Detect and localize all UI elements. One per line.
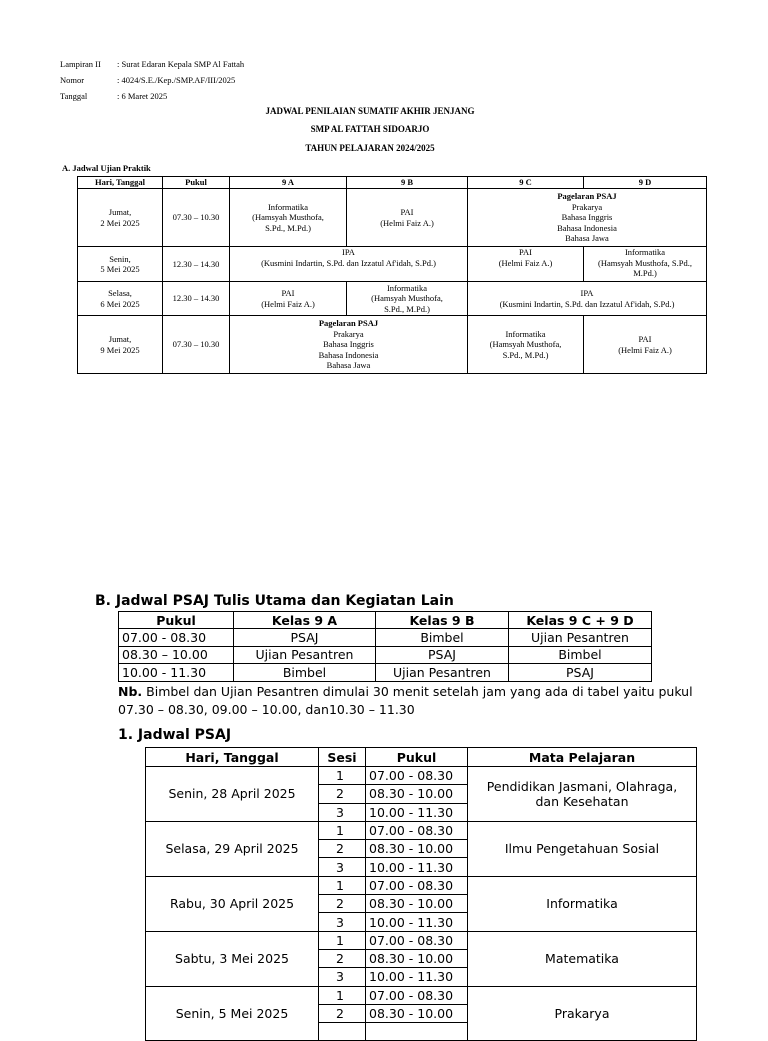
session-cell: 2 [319,840,366,858]
column-header: Kelas 9 B [376,612,509,629]
activity-cell: PSAJ [509,664,652,682]
activity-cell: PSAJ [376,646,509,664]
activity-cell: Ujian Pesantren [376,664,509,682]
column-header: Pukul [163,177,230,189]
table-row [78,189,707,247]
exam-cell: PAI (Helmi Faiz A.) [347,189,468,247]
time-cell: 08.30 - 10.00 [366,895,468,913]
session-cell: 2 [319,895,366,913]
exam-cell: PAI (Helmi Faiz A.) [230,282,347,316]
time-cell: 12.30 – 14.30 [163,247,230,282]
table-row [119,629,652,647]
exam-cell: IPA (Kusmini Indartin, S.Pd. dan Izzatul Af'idah, S.Pd.) [230,247,468,282]
table-row [119,664,652,682]
column-header: 9 C [468,177,584,189]
day-cell: Jumat, 9 Mei 2025 [78,316,163,374]
header-value: : 4024/S.E./Kep./SMP.AF/III/2025 [117,75,236,85]
session-cell: 1 [319,931,366,949]
column-header: Kelas 9 C + 9 D [509,612,652,629]
exam-cell: Informatika (Hamsyah Musthofa, S.Pd., M.Pd.) [584,247,707,282]
time-cell: 10.00 - 11.30 [366,803,468,821]
column-header: Pukul [366,748,468,767]
column-header: Mata Pelajaran [468,748,697,767]
practical-exam-table [77,176,707,374]
time-cell: 08.30 - 10.00 [366,840,468,858]
day-cell: Selasa, 6 Mei 2025 [78,282,163,316]
table-row [146,821,697,839]
subject-cell: Matematika [468,931,697,986]
psaj-heading: 1. Jadwal PSAJ [118,727,232,743]
session-cell: 2 [319,949,366,967]
header-label: Nomor [60,75,85,85]
session-cell: 3 [319,968,366,986]
table-row [78,316,707,374]
note-label: Nb. [118,684,143,699]
subject-cell: Prakarya [468,986,697,1041]
section-a-heading: A. Jadwal Ujian Praktik [62,163,151,173]
time-cell: 10.00 - 11.30 [366,913,468,931]
subject-cell: Ilmu Pengetahuan Sosial [468,821,697,876]
psaj-schedule-table [145,747,697,1041]
session-cell: 3 [319,803,366,821]
exam-cell: PAI (Helmi Faiz A.) [584,316,707,374]
header-label: Lampiran II [60,59,101,69]
activity-cell: Ujian Pesantren [234,646,376,664]
day-cell: Jumat, 2 Mei 2025 [78,189,163,247]
session-cell: 1 [319,986,366,1004]
exam-cell: Informatika (Hamsyah Musthofa, S.Pd., M.Pd.) [230,189,347,247]
table-row [146,767,697,785]
document-title: JADWAL PENILAIAN SUMATIF AKHIR JENJANG [265,106,475,116]
session-cell [319,1023,366,1041]
activity-cell: PSAJ [234,629,376,647]
table-header-row [78,177,707,189]
column-header: Hari, Tanggal [146,748,319,767]
time-cell: 08.30 - 10.00 [366,785,468,803]
time-cell: 07.30 – 10.30 [163,316,230,374]
session-cell: 2 [319,785,366,803]
header-value: : Surat Edaran Kepala SMP Al Fattah [117,59,245,69]
column-header: 9 A [230,177,347,189]
time-cell: 07.00 - 08.30 [366,931,468,949]
section-b-heading: B. Jadwal PSAJ Tulis Utama dan Kegiatan Lain [95,593,454,609]
column-header: Hari, Tanggal [78,177,163,189]
written-exam-table [118,611,652,682]
table-header-row [146,748,697,767]
time-cell [366,1023,468,1041]
column-header: 9 D [584,177,707,189]
day-cell: Senin, 5 Mei 2025 [78,247,163,282]
time-cell: 07.00 - 08.30 [366,876,468,894]
date-cell: Senin, 5 Mei 2025 [146,986,319,1041]
exam-cell: Pagelaran PSAJ Prakarya Bahasa Inggris Bahasa Indonesia Bahasa Jawa [230,316,468,374]
schedule-note [118,683,693,719]
exam-cell: Informatika (Hamsyah Musthofa, S.Pd., M.Pd.) [347,282,468,316]
header-value: : 6 Maret 2025 [117,91,168,101]
session-cell: 1 [319,767,366,785]
column-header: Sesi [319,748,366,767]
letter-header [60,56,460,106]
table-header-row [119,612,652,629]
session-cell: 1 [319,876,366,894]
time-cell: 10.00 - 11.30 [366,858,468,876]
time-cell: 10.00 - 11.30 [119,664,234,682]
column-header: Pukul [119,612,234,629]
time-cell: 08.30 - 10.00 [366,949,468,967]
subject-cell: Informatika [468,876,697,931]
session-cell: 3 [319,858,366,876]
session-cell: 2 [319,1004,366,1022]
table-row [146,986,697,1004]
table-row [78,282,707,316]
time-cell: 10.00 - 11.30 [366,968,468,986]
exam-cell: Informatika (Hamsyah Musthofa, S.Pd., M.Pd.) [468,316,584,374]
academic-year: TAHUN PELAJARAN 2024/2025 [305,143,435,153]
session-cell: 3 [319,913,366,931]
time-cell: 07.00 - 08.30 [366,986,468,1004]
activity-cell: Bimbel [509,646,652,664]
activity-cell: Bimbel [234,664,376,682]
time-cell: 12.30 – 14.30 [163,282,230,316]
time-cell: 08.30 - 10.00 [366,1004,468,1022]
table-row [146,876,697,894]
date-cell: Sabtu, 3 Mei 2025 [146,931,319,986]
table-row [78,247,707,282]
time-cell: 07.00 - 08.30 [119,629,234,647]
date-cell: Senin, 28 April 2025 [146,767,319,822]
session-cell: 1 [319,821,366,839]
subject-cell: Pendidikan Jasmani, Olahraga, dan Kesehatan [468,767,697,822]
date-cell: Selasa, 29 April 2025 [146,821,319,876]
activity-cell: Bimbel [376,629,509,647]
time-cell: 07.00 - 08.30 [366,821,468,839]
table-row [119,646,652,664]
header-label: Tanggal [60,91,88,101]
column-header: Kelas 9 A [234,612,376,629]
time-cell: 07.00 - 08.30 [366,767,468,785]
exam-cell: IPA (Kusmini Indartin, S.Pd. dan Izzatul Af'idah, S.Pd.) [468,282,707,316]
exam-cell: PAI (Helmi Faiz A.) [468,247,584,282]
exam-cell: Pagelaran PSAJ Prakarya Bahasa Inggris Bahasa Indonesia Bahasa Jawa [468,189,707,247]
activity-cell: Ujian Pesantren [509,629,652,647]
table-row [146,931,697,949]
time-cell: 08.30 – 10.00 [119,646,234,664]
note-text: 07.30 – 08.30, 09.00 – 10.00, dan10.30 – 11.30 [118,702,415,717]
column-header: 9 B [347,177,468,189]
school-name: SMP AL FATTAH SIDOARJO [310,124,430,134]
note-text: Bimbel dan Ujian Pesantren dimulai 30 menit setelah jam yang ada di tabel yaitu pukul [142,684,693,699]
date-cell: Rabu, 30 April 2025 [146,876,319,931]
time-cell: 07.30 – 10.30 [163,189,230,247]
